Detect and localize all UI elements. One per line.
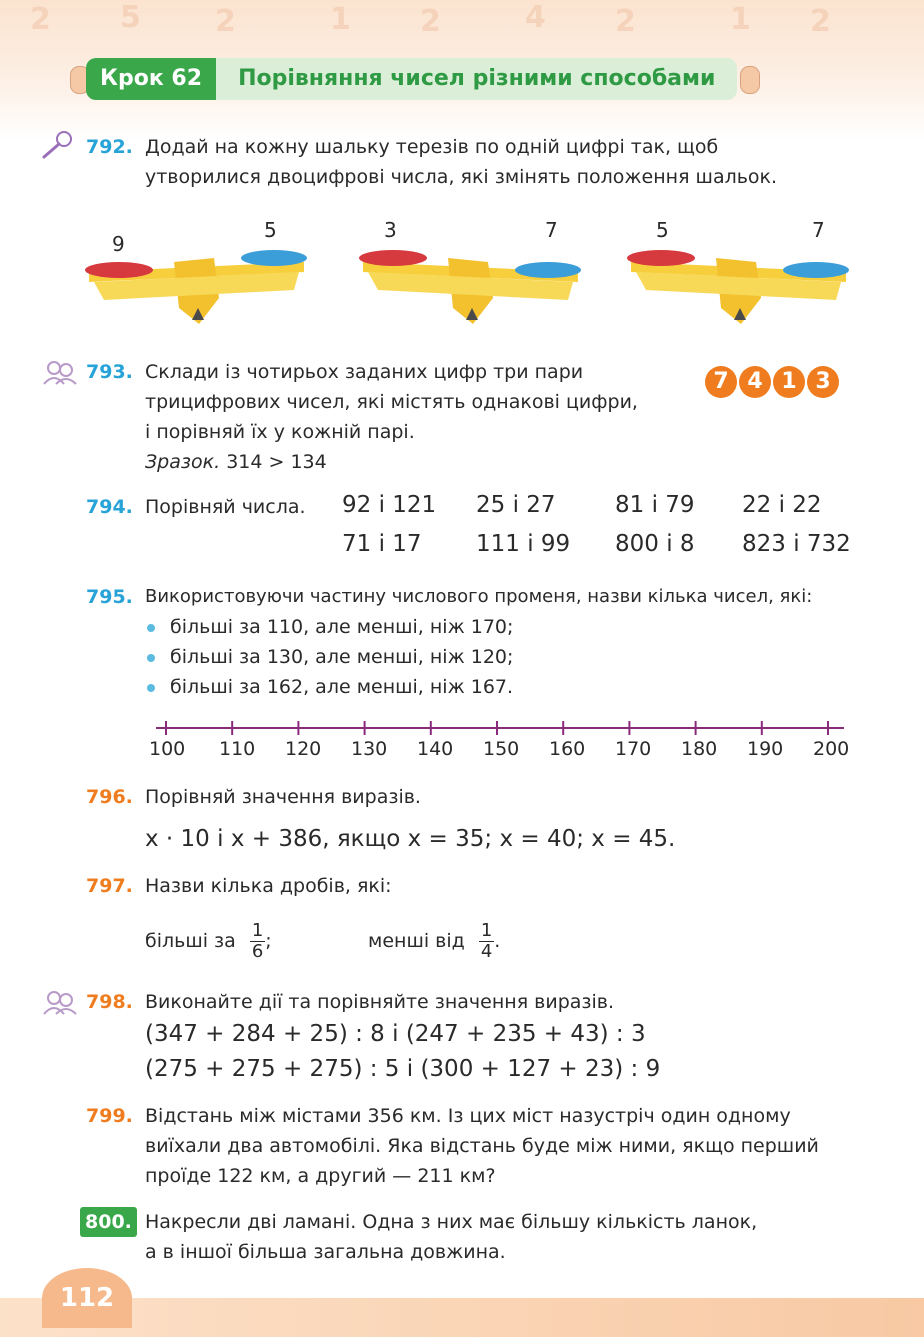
scale-right-digit: 7 xyxy=(545,218,558,242)
expression: (275 + 275 + 275) : 5 і (300 + 127 + 23) : 9 xyxy=(145,1056,661,1082)
exercise-text: виїхали два автомобілі. Яка відстань буде між ними, якщо перший xyxy=(145,1135,819,1157)
fraction xyxy=(250,921,265,962)
exercise-text: Відстань між містами 356 км. Із цих міст назустріч один одному xyxy=(145,1105,791,1127)
scale-right-digit: 7 xyxy=(812,218,825,242)
number-pair: 81 і 79 xyxy=(615,492,695,518)
decor-digit: 2 xyxy=(810,4,831,39)
bullet-text: більші за 130, але менші, ніж 120; xyxy=(170,646,514,668)
decor-digit: 5 xyxy=(120,0,141,35)
numerator: 1 xyxy=(251,920,264,941)
scale-drawing xyxy=(358,248,584,328)
step-label: Крок 62 xyxy=(86,58,216,100)
decor-digit: 4 xyxy=(525,0,546,35)
exercise-number: 798. xyxy=(86,991,133,1013)
number-pair: 22 і 22 xyxy=(742,492,822,518)
ray-label: 130 xyxy=(351,738,388,760)
exercise-text: Порівняй числа. xyxy=(145,496,306,518)
punctuation: . xyxy=(494,930,501,952)
decor-digit: 1 xyxy=(330,2,351,37)
lesson-header xyxy=(86,58,737,100)
scale-drawing xyxy=(626,248,852,328)
fraction-label: більші за xyxy=(145,930,236,952)
exercise-number: 792. xyxy=(86,136,133,158)
exercise-text: Використовуючи частину числового променя, назви кілька чисел, які: xyxy=(145,586,813,607)
decor-digit: 2 xyxy=(615,4,636,39)
two-people-icon xyxy=(42,990,78,1016)
exercise-text: а в іншої більша загальна довжина. xyxy=(145,1241,506,1263)
lesson-title: Порівняння чисел різними способами xyxy=(216,58,737,100)
denominator: 4 xyxy=(480,941,493,962)
ray-label: 170 xyxy=(615,738,652,760)
number-pair: 111 і 99 xyxy=(476,531,571,557)
fraction xyxy=(479,921,494,962)
exercise-text: трицифрових чисел, які містять однакові цифри, xyxy=(145,391,638,413)
decor-digit: 2 xyxy=(215,4,236,39)
exercise-number: 794. xyxy=(86,496,133,518)
decor-digit: 1 xyxy=(730,2,751,37)
exercise-number: 797. xyxy=(86,875,133,897)
digit-badge: 4 xyxy=(739,366,771,398)
ray-label: 100 xyxy=(149,738,186,760)
fraction-condition xyxy=(368,920,500,962)
number-pair: 823 і 732 xyxy=(742,531,851,557)
number-pair: 25 і 27 xyxy=(476,492,556,518)
ray-label: 120 xyxy=(285,738,322,760)
numerator: 1 xyxy=(480,920,493,941)
scale-drawing xyxy=(84,248,310,328)
expression: (347 + 284 + 25) : 8 і (247 + 235 + 43) : 3 xyxy=(145,1021,646,1047)
exercise-text: Накресли дві ламані. Одна з них має більшу кількість ланок, xyxy=(145,1211,758,1233)
scale-left-digit: 5 xyxy=(656,218,669,242)
exercise-text: Виконайте дії та порівняйте значення виразів. xyxy=(145,991,615,1013)
scale-right-digit: 5 xyxy=(264,218,277,242)
exercise-text: і порівняй їх у кожній парі. xyxy=(145,421,415,443)
exercise-number: 793. xyxy=(86,361,133,383)
sample-value: 314 > 134 xyxy=(226,451,327,473)
digit-badge: 7 xyxy=(705,366,737,398)
bullet-dot xyxy=(147,684,155,692)
ray-label: 200 xyxy=(813,738,850,760)
exercise-text: утворилися двоцифрові числа, які змінять положення шальок. xyxy=(145,166,778,188)
bullet-dot xyxy=(147,654,155,662)
decor-digit: 2 xyxy=(30,2,51,37)
exercise-number: 796. xyxy=(86,786,133,808)
expression: x · 10 і x + 386, якщо x = 35; x = 40; x = 45. xyxy=(145,826,676,852)
ray-label: 180 xyxy=(681,738,718,760)
ray-label: 140 xyxy=(417,738,454,760)
number-pair: 92 і 121 xyxy=(342,492,437,518)
exercise-text: Додай на кожну шальку терезів по одній цифрі так, щоб xyxy=(145,136,719,158)
page-number: 112 xyxy=(42,1268,132,1328)
sample xyxy=(145,447,327,477)
number-pair: 71 і 17 xyxy=(342,531,422,557)
exercise-number: 800. xyxy=(80,1207,137,1237)
bullet-text: більші за 162, але менші, ніж 167. xyxy=(170,676,514,698)
two-people-icon xyxy=(42,360,78,386)
denominator: 6 xyxy=(251,941,264,962)
exercise-text: проїде 122 км, а другий — 211 км? xyxy=(145,1165,496,1187)
exercise-number: 799. xyxy=(86,1105,133,1127)
bullet-text: більші за 110, але менші, ніж 170; xyxy=(170,616,514,638)
digit-badge: 3 xyxy=(807,366,839,398)
bullet-dot xyxy=(147,624,155,632)
scale-left-digit: 3 xyxy=(384,218,397,242)
ray-label: 160 xyxy=(549,738,586,760)
digit-badge: 1 xyxy=(773,366,805,398)
digit-set xyxy=(705,366,841,398)
footer-band xyxy=(0,1298,924,1337)
exercise-text: Назви кілька дробів, які: xyxy=(145,875,392,897)
ray-label: 190 xyxy=(747,738,784,760)
scale-left-digit: 9 xyxy=(112,232,125,256)
fraction-label: менші від xyxy=(368,930,465,952)
exercise-text: Порівняй значення виразів. xyxy=(145,786,421,808)
decor-digit: 2 xyxy=(420,4,441,39)
exercise-number: 795. xyxy=(86,586,133,608)
ray-label: 150 xyxy=(483,738,520,760)
exercise-text: Склади із чотирьох заданих цифр три пари xyxy=(145,361,584,383)
ray-label: 110 xyxy=(219,738,256,760)
microphone-icon xyxy=(40,130,74,160)
right-hand-icon xyxy=(740,66,760,94)
number-pair: 800 і 8 xyxy=(615,531,695,557)
punctuation: ; xyxy=(265,930,272,952)
fraction-condition xyxy=(145,920,272,962)
sample-label: Зразок. xyxy=(145,451,221,473)
